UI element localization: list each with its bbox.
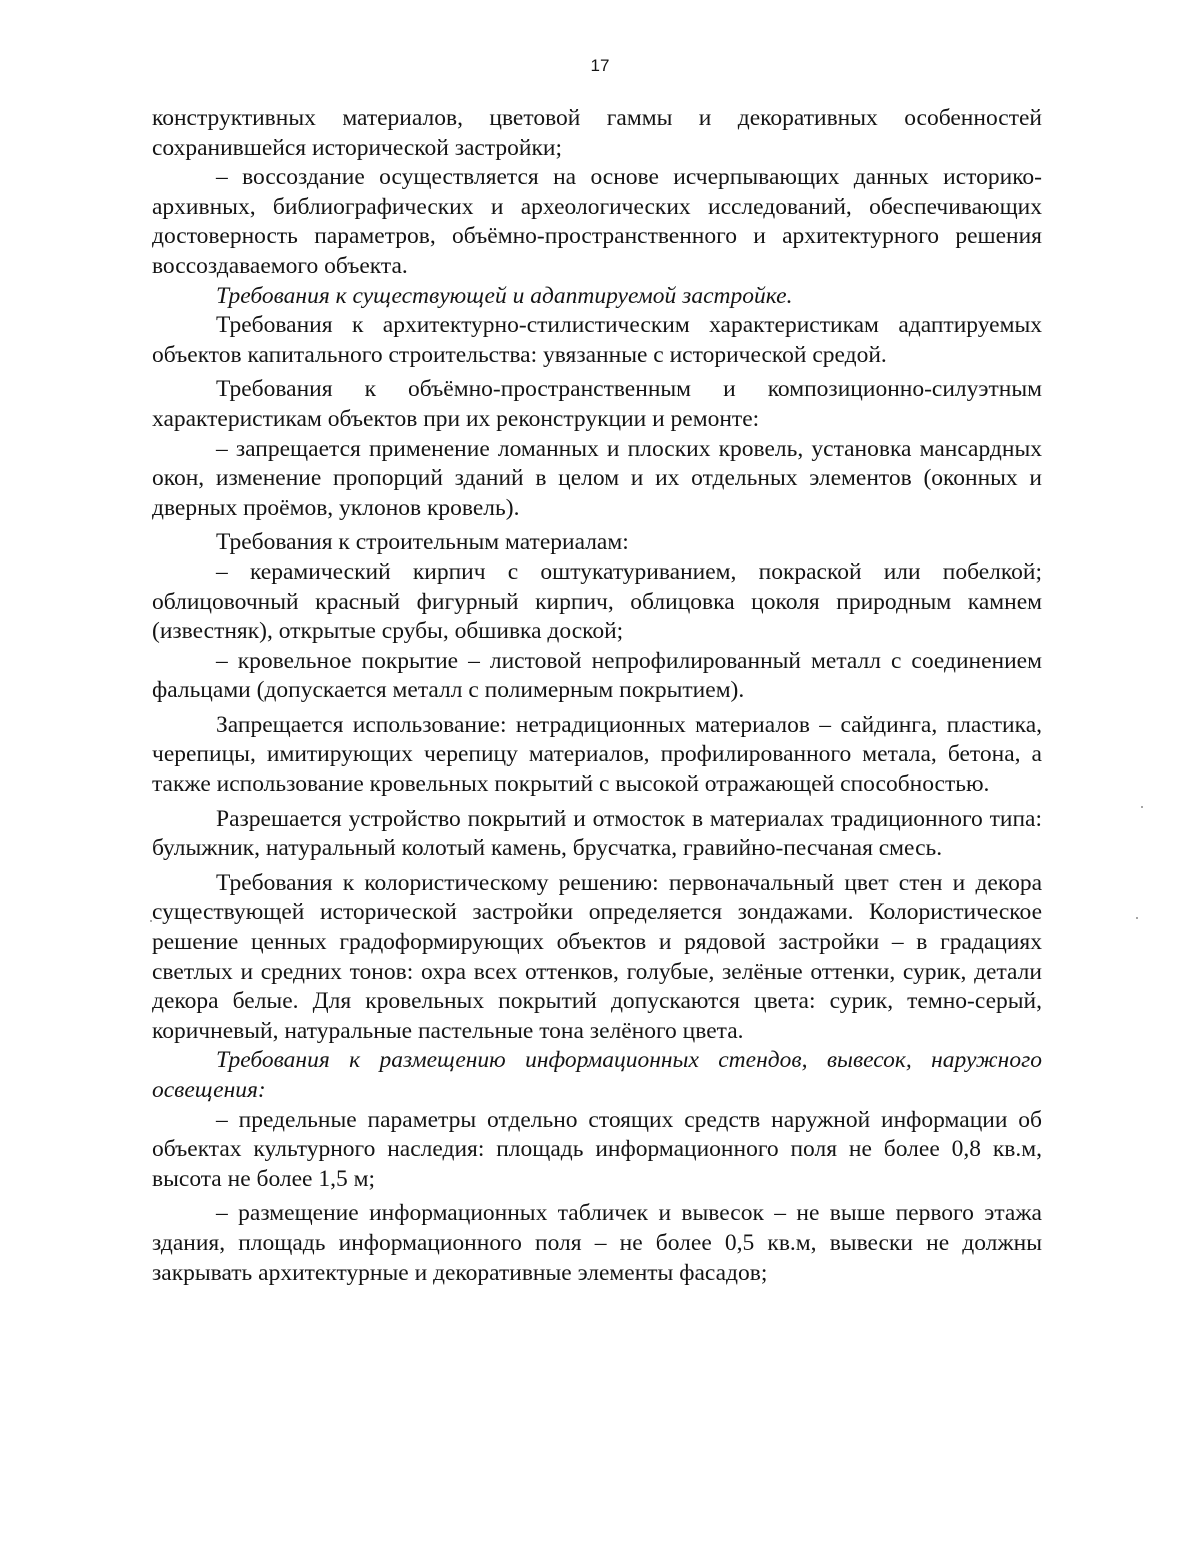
document-body [152, 104, 1042, 1288]
paragraph-permitted-paving: Разрешается устройство покрытий и отмосток в материалах традиционного типа: булыжник, натуральный колотый камень, брусчатка, гравийно-песчаная смесь. [152, 805, 1042, 862]
paragraph-standalone-signs: – предельные параметры отдельно стоящих средств наружной информации об объектах культурного наследия: площадь информационного поля не более 0,8 кв.м, высота не более 1,5 м; [152, 1106, 1042, 1192]
paragraph-roofing: – кровельное покрытие – листовой непрофилированный металл с соединением фальцами (допускается металл с полимерным покрытием). [152, 647, 1042, 704]
scan-speck [1136, 917, 1138, 919]
scan-speck [150, 920, 152, 922]
heading-signage: Требования к размещению информационных стендов, вывесок, наружного освещения: [152, 1047, 1042, 1103]
paragraph-roof-prohibition: – запрещается применение ломанных и плоских кровель, установка мансардных окон, изменение пропорций зданий в целом и их отдельных элементов (оконных и дверных проёмов, уклонов кровель). [152, 435, 1042, 521]
paragraph-color-scheme: Требования к колористическому решению: первоначальный цвет стен и декора существующей исторической застройки определяется зондажами. Колористическое решение ценных градоформирующих объектов и рядовой застройки – в градациях светлых и средних тонов: охра всех оттенков, голубые, зелёные оттенки, сурик, детали декора белые. Для кровельных покрытий допускаются цвета: сурик, темно-серый, коричневый, натуральные пастельные тона зелёного цвета. [152, 869, 1042, 1044]
paragraph-volume-requirements: Требования к объёмно-пространственным и композиционно-силуэтным характеристикам объектов при их реконструкции и ремонте: [152, 376, 1042, 432]
paragraph-materials-continuation: конструктивных материалов, цветовой гаммы и декоративных особенностей сохранившейся исторической застройки; [152, 105, 1042, 161]
page-number: 17 [590, 56, 610, 75]
paragraph-materials-heading: Требования к строительным материалам: [216, 529, 629, 556]
scan-speck [1141, 806, 1143, 808]
paragraph-architectural-style: Требования к архитектурно-стилистическим характеристикам адаптируемых объектов капитального строительства: увязанные с исторической средой. [152, 312, 1042, 368]
paragraph-brick: – керамический кирпич с оштукатуриванием, покраской или побелкой; облицовочный красный фигурный кирпич, облицовка цоколя природным камнем (известняк), открытые срубы, обшивка доской; [152, 558, 1042, 645]
paragraph-recreation: – воссоздание осуществляется на основе исчерпывающих данных историко-архивных, библиографических и археологических исследований, обеспечивающих достоверность параметров, объёмно-пространственного и архитектурного решения воссоздаваемого объекта. [152, 164, 1042, 279]
paragraph-prohibited-materials: Запрещается использование: нетрадиционных материалов – сайдинга, пластика, черепицы, имитирующих черепицу материалов, профилированного метала, бетона, а также использование кровельных покрытий с высокой отражающей способностью. [152, 711, 1042, 798]
heading-existing-buildings: Требования к существующей и адаптируемой застройке. [216, 282, 793, 309]
paragraph-plaques-signs: – размещение информационных табличек и вывесок – не выше первого этажа здания, площадь информационного поля – не более 0,5 кв.м, вывески не должны закрывать архитектурные и декоративные элементы фасадов; [152, 1200, 1042, 1286]
